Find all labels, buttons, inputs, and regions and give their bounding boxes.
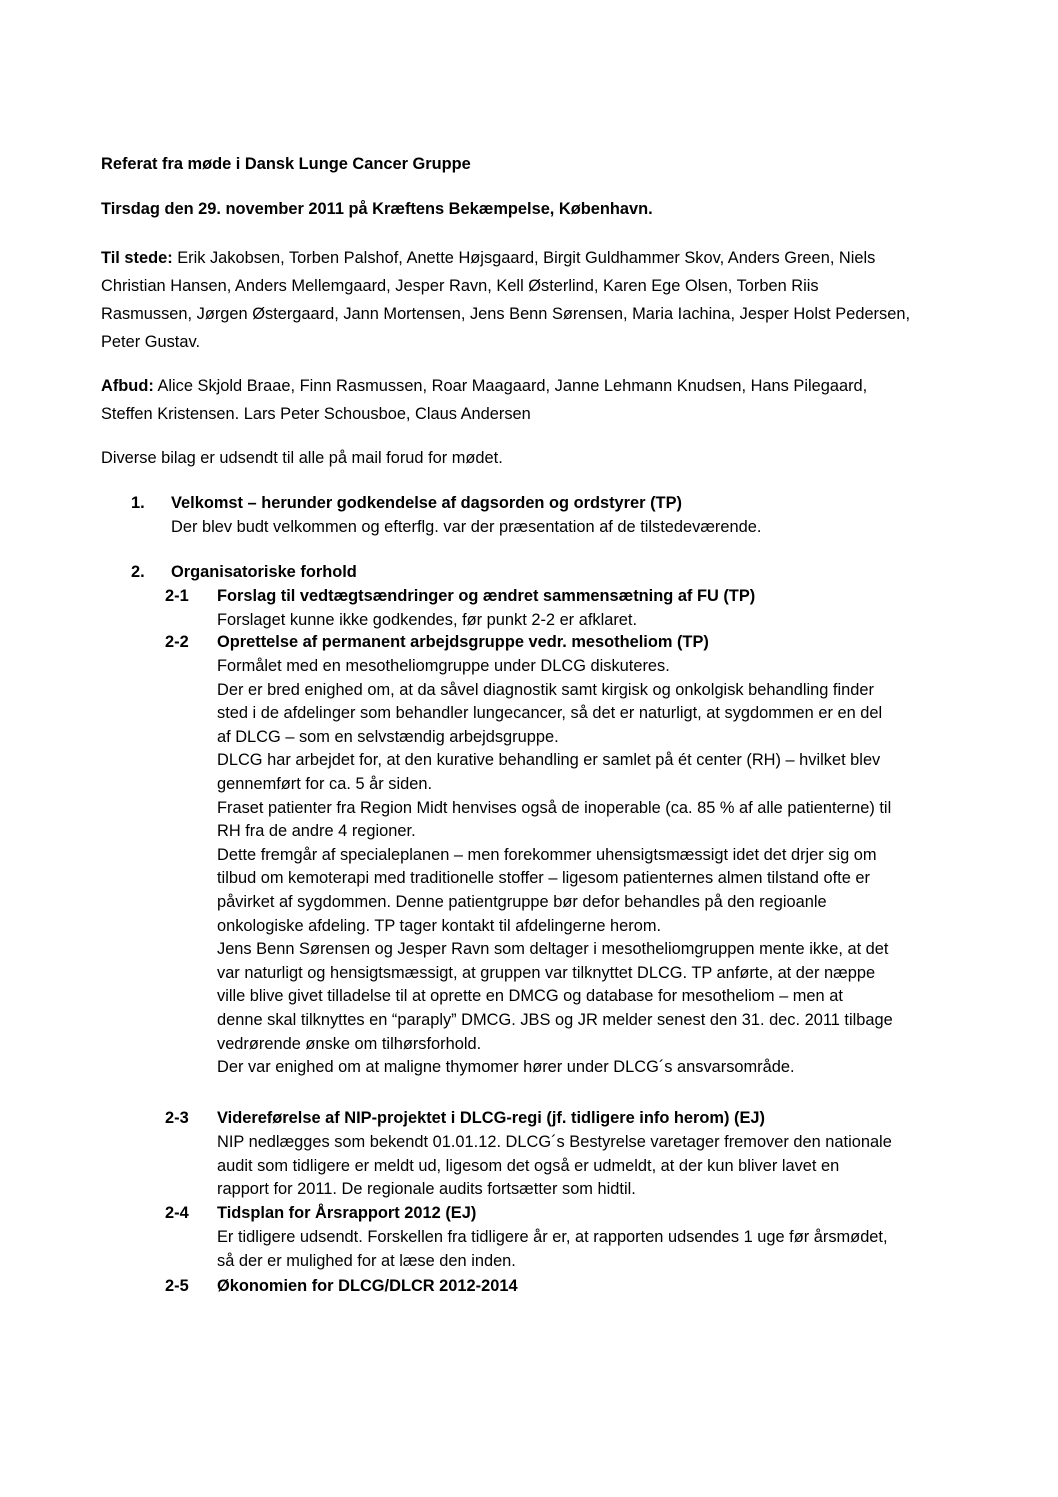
absent-label: Afbud:: [101, 377, 154, 395]
item-heading: Organisatoriske forhold: [171, 563, 357, 581]
sub-item-heading: Videreførelse af NIP-projektet i DLCG-regi (jf. tidligere info herom) (EJ): [217, 1109, 765, 1127]
sub-item-number: 2-5: [165, 1277, 189, 1295]
sub-item-text: Formålet med en mesotheliomgruppe under DLCG diskuteres. Der er bred enighed om, at da såvel diagnostik samt kirgisk og onkolgisk behandling finder sted i de afdelinger som behandler lungecancer, så det er naturligt, at sygdommen er en del af DLCG – som en selvstændig arbejdsgruppe. DLCG har arbejdet for, at den kurative behandling er samlet på ét center (RH) – hvilket blev gennemført for ca. 5 år siden. Fraset patienter fra Region Midt henvises også de inoperable (ca. 85 % af alle patienterne) til RH fra de andre 4 regioner. Dette fremgår af specialeplanen – men forekommer uhensigtsmæssigt idet det drjer sig om tilbud om kemoterapi med traditionelle stoffer – ligesom patienternes almen tilstand ofte er påvirket af sygdommen. Denne patientgruppe bør defor behandles på den regioanle onkologiske afdeling. TP tager kontakt til afdelingerne herom. Jens Benn Sørensen og Jesper Ravn som deltager i mesotheliomgruppen mente ikke, at det var naturligt og hensigtsmæssigt, at gruppen var tilknyttet DLCG. TP anførte, at der næppe ville blive givet tilladelse til at oprette en DMCG og database for mesotheliom – men at denne skal tilknyttes en “paraply” DMCG. JBS og JR melder senest den 31. dec. 2011 tilbage vedrørende ønske om tilhørsforhold. Der var enighed om at maligne thymomer hører under DLCG´s ansvarsområde.: [217, 657, 893, 1077]
sub-item-heading: Oprettelse af permanent arbejdsgruppe vedr. mesotheliom (TP): [217, 633, 709, 651]
attendees-paragraph: [101, 244, 1001, 356]
attendees-line-1: Til stede: Erik Jakobsen, Torben Palshof, Anette Højsgaard, Birgit Guldhammer Skov, Anders Green, Niels: [101, 249, 876, 267]
sub-item-text: NIP nedlægges som bekendt 01.01.12. DLCG´s Bestyrelse varetager fremover den nationale audit som tidligere er meldt ud, ligesom det også er udmeldt, at der kun bliver lavet en rapport for 2011. De regionale audits fortsætter som hidtil.: [217, 1133, 892, 1199]
absent-paragraph: [101, 372, 1001, 428]
absent-line-1: Afbud: Alice Skjold Braae, Finn Rasmussen, Roar Maagaard, Janne Lehmann Knudsen, Hans Pilegaard,: [101, 377, 868, 395]
misc-note: Diverse bilag er udsendt til alle på mail forud for mødet.: [101, 449, 503, 467]
sub-item-text: Forslaget kunne ikke godkendes, før punkt 2-2 er afklaret.: [217, 611, 638, 629]
sub-item-number: 2-1: [165, 587, 189, 605]
absent-line-2: Steffen Kristensen. Lars Peter Schousboe, Claus Andersen: [101, 405, 531, 423]
sub-item-text: Er tidligere udsendt. Forskellen fra tidligere år er, at rapporten udsendes 1 uge før årsmødet, så der er mulighed for at læse den inden.: [217, 1228, 888, 1270]
attendees-line-2: Christian Hansen, Anders Mellemgaard, Jesper Ravn, Kell Østerlind, Karen Ege Olsen, Torben Riis: [101, 277, 819, 295]
sub-item-number: 2-3: [165, 1109, 189, 1127]
item-number: 1.: [131, 494, 145, 512]
sub-item-heading: Økonomien for DLCG/DLCR 2012-2014: [217, 1277, 518, 1295]
sub-item-heading: Forslag til vedtægtsændringer og ændret sammensætning af FU (TP): [217, 587, 756, 605]
document-title: Referat fra møde i Dansk Lunge Cancer Gruppe: [101, 155, 471, 173]
item-heading: Velkomst – herunder godkendelse af dagsorden og ordstyrer (TP): [171, 494, 682, 512]
meeting-date-line: Tirsdag den 29. november 2011 på Kræftens Bekæmpelse, København.: [101, 200, 653, 218]
item-text: Der blev budt velkommen og efterflg. var der præsentation af de tilstedeværende.: [171, 518, 762, 536]
attendees-label: Til stede:: [101, 249, 173, 267]
sub-item-heading: Tidsplan for Årsrapport 2012 (EJ): [217, 1204, 477, 1222]
sub-item-number: 2-4: [165, 1204, 189, 1222]
sub-item-number: 2-2: [165, 633, 189, 651]
attendees-line-4: Peter Gustav.: [101, 333, 200, 351]
item-number: 2.: [131, 563, 145, 581]
attendees-line-3: Rasmussen, Jørgen Østergaard, Jann Mortensen, Jens Benn Sørensen, Maria Iachina, Jesper Holst Pedersen,: [101, 305, 910, 323]
